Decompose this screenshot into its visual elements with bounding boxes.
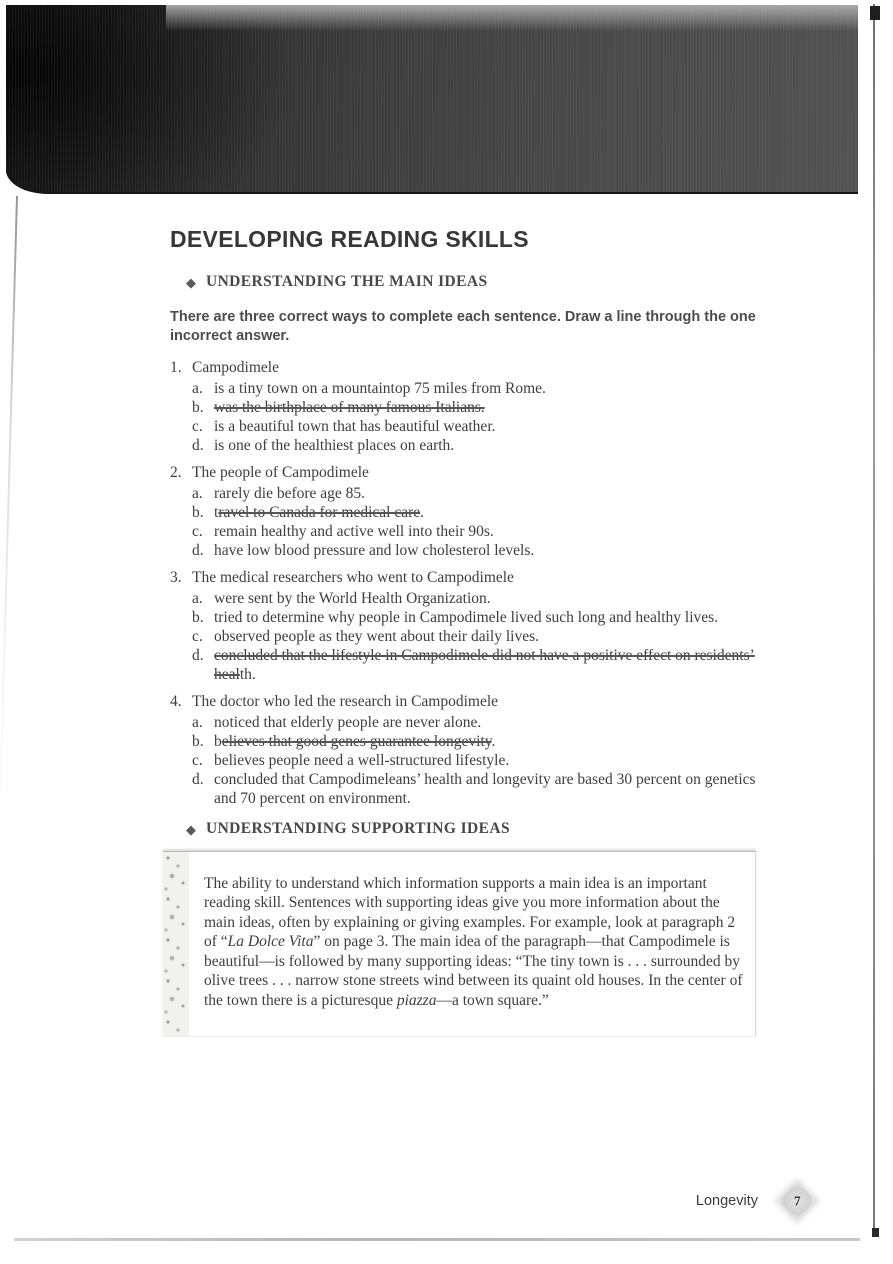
section-title: UNDERSTANDING SUPPORTING IDEAS: [206, 820, 510, 837]
question-number: 2.: [170, 464, 182, 481]
option-3d: [192, 646, 780, 684]
option-text: [214, 503, 424, 522]
option-1b: [192, 398, 780, 417]
option-text: [214, 522, 494, 541]
option-text: [214, 541, 534, 560]
options-2: [192, 484, 780, 560]
question-stem: Campodimele: [192, 359, 279, 376]
option-text-plain: have low blood pressure and low cholesterol levels.: [214, 542, 535, 559]
option-text-plain: t: [214, 504, 219, 521]
option-text-struck: elieves that good genes guarantee longevity: [221, 733, 492, 750]
options-3: [192, 589, 780, 684]
option-3a: [192, 589, 780, 608]
option-text: [214, 608, 718, 627]
option-letter: b.: [192, 733, 204, 750]
option-text: [214, 646, 772, 684]
option-letter: b.: [192, 399, 204, 416]
option-4c: [192, 751, 780, 770]
question-4: [170, 692, 780, 808]
diamond-bullet-icon: ◆: [186, 821, 196, 837]
option-text-plain: b: [214, 733, 222, 750]
option-4d: [192, 770, 780, 808]
italic-word-text: piazza: [396, 991, 437, 1009]
page-right-edge-line: [873, 4, 875, 1234]
option-text: [214, 713, 481, 732]
paragraph-text: ” on page 3. The main idea of the paragraph—that Campodimele is beautiful—is followed by many supporting ideas: “The tiny town is . . . surrounded by olive trees . . . narrow stone streets wind between its quaint old houses. In the center of the town there is a picturesque: [204, 933, 743, 1009]
supporting-ideas-paragraph: [189, 868, 754, 1021]
page-number-diamond: [779, 1183, 816, 1220]
option-text-tail: th.: [239, 666, 256, 683]
section-title: UNDERSTANDING THE MAIN IDEAS: [206, 273, 488, 290]
option-text: [214, 379, 546, 398]
option-text-plain: is one of the healthiest places on earth.: [214, 437, 455, 454]
option-text-tail: .: [491, 733, 496, 750]
option-2a: [192, 484, 780, 503]
question-number: 3.: [170, 569, 182, 586]
option-text-plain: is a beautiful town that has beautiful weather.: [214, 418, 496, 435]
option-letter: a.: [192, 590, 203, 607]
option-letter: d.: [192, 542, 204, 559]
option-text-tail: .: [420, 504, 425, 521]
option-text: [214, 436, 454, 455]
option-2d: [192, 541, 780, 560]
question-2: [170, 463, 780, 560]
torn-paper-texture-strip: [163, 852, 189, 1036]
option-text-struck: concluded that the lifestyle in Campodimele did not have a positive effect on residents’ heal: [214, 647, 755, 683]
option-text: [214, 627, 539, 646]
option-letter: b.: [192, 504, 204, 521]
option-letter: d.: [192, 437, 204, 454]
question-stem: The medical researchers who went to Campodimele: [192, 569, 514, 586]
question-number: 4.: [170, 693, 182, 710]
page-bottom-edge-line: [14, 1238, 860, 1241]
option-text: [214, 770, 772, 808]
question-3: [170, 568, 780, 684]
option-text-struck: ravel to Canada for medical care: [218, 504, 421, 521]
option-3b: [192, 608, 780, 627]
options-4: [192, 713, 780, 808]
section-supporting-ideas-heading: [186, 820, 780, 838]
options-1: [192, 379, 780, 455]
option-letter: a.: [192, 380, 203, 397]
option-4b: [192, 732, 780, 751]
option-letter: a.: [192, 485, 203, 502]
option-2c: [192, 522, 780, 541]
scan-crease-line: [0, 196, 18, 836]
exercise-instructions: There are three correct ways to complete each sentence. Draw a line through the one incorrect answer.: [170, 309, 756, 344]
option-text: [214, 589, 491, 608]
option-text-plain: were sent by the World Health Organization.: [214, 590, 491, 607]
question-1: [170, 358, 780, 455]
option-text-plain: believes people need a well-structured lifestyle.: [214, 752, 510, 769]
option-text: [214, 732, 495, 751]
option-text-struck: was the birthplace of many famous Italians.: [214, 399, 485, 416]
question-stem: The people of Campodimele: [192, 464, 369, 481]
option-text-plain: observed people as they went about their daily lives.: [214, 628, 539, 645]
option-text: [214, 398, 485, 417]
diamond-bullet-icon: ◆: [186, 274, 196, 290]
option-letter: d.: [192, 771, 204, 788]
page-number: 7: [793, 1193, 801, 1208]
option-3c: [192, 627, 780, 646]
question-number: 1.: [170, 359, 182, 376]
option-text-plain: noticed that elderly people are never alone.: [214, 714, 482, 731]
section-main-ideas-heading: [186, 273, 780, 291]
option-letter: d.: [192, 647, 204, 664]
option-2b: [192, 503, 780, 522]
question-stem: The doctor who led the research in Campodimele: [192, 693, 499, 710]
option-4a: [192, 713, 780, 732]
option-letter: a.: [192, 714, 203, 731]
paragraph-text: The ability to understand which information supports a main idea is an important reading skill. Sentences with supporting ideas give you more information about the main ideas, often by explaining or giving examples. For example, look at paragraph 2 of “: [204, 874, 736, 950]
page-title: DEVELOPING READING SKILLS: [170, 226, 529, 252]
option-text: [214, 417, 496, 436]
question-list: [170, 358, 780, 808]
option-letter: c.: [192, 523, 203, 540]
option-text-plain: remain healthy and active well into their 90s.: [214, 523, 494, 540]
italic-title-text: La Dolce Vita: [227, 933, 314, 950]
option-text: [214, 484, 365, 503]
scanned-dark-band: [6, 5, 858, 194]
option-text-plain: rarely die before age 85.: [214, 485, 366, 502]
scan-mark-bottom-right: [872, 1228, 879, 1237]
option-letter: b.: [192, 609, 204, 626]
option-text-plain: concluded that Campodimeleans’ health and longevity are based 30 percent on genetics and 70 percent on environment.: [214, 771, 756, 807]
paragraph-text: —a town square.”: [436, 991, 549, 1009]
supporting-ideas-box: [163, 851, 756, 1037]
scan-mark-top-right: [870, 6, 880, 20]
option-text-plain: tried to determine why people in Campodimele lived such long and healthy lives.: [214, 609, 719, 626]
option-text: [214, 751, 509, 770]
option-letter: c.: [192, 752, 203, 769]
unit-title-label: Longevity: [695, 1193, 758, 1209]
option-1c: [192, 417, 780, 436]
page-content: [170, 226, 780, 1037]
page-footer: [0, 1188, 893, 1214]
option-1d: [192, 436, 780, 455]
option-letter: c.: [192, 628, 203, 645]
option-letter: c.: [192, 418, 203, 435]
option-1a: [192, 379, 780, 398]
option-text-plain: is a tiny town on a mountaintop 75 miles from Rome.: [214, 380, 546, 397]
